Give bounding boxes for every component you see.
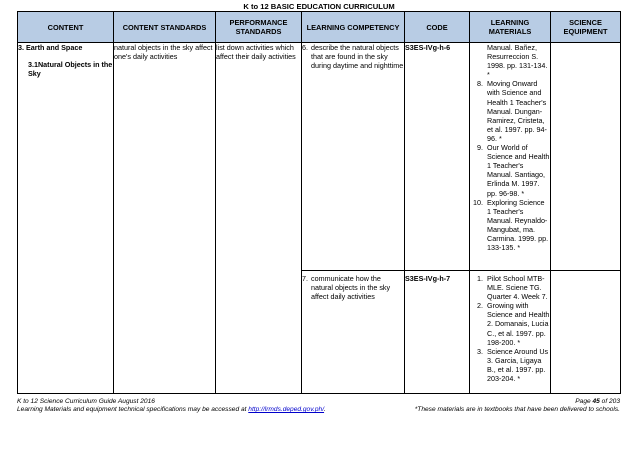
lrmds-link[interactable]: http://lrmds.deped.gov.ph/ <box>248 406 325 413</box>
material-text: Moving Onward with Science and Health 1 Teacher's Manual. Dungan-Ramirez, Cristeta, et al. 1997. pp. 94-96. * <box>487 79 547 143</box>
material-number: 2. <box>477 301 483 311</box>
content-standards-cell <box>114 43 216 394</box>
footer-line-2 <box>17 406 620 414</box>
learning-materials-cell <box>470 43 551 271</box>
header-row <box>18 12 621 43</box>
list-item <box>470 198 550 253</box>
header-content: CONTENT <box>18 12 114 43</box>
performance-standards-cell <box>216 43 302 394</box>
footer-line-1 <box>17 398 620 406</box>
science-equipment-cell <box>551 43 621 271</box>
competency-cell <box>302 271 405 394</box>
competency-item <box>302 43 404 70</box>
footer-guide-title: K to 12 Science Curriculum Guide August 2016 <box>17 398 155 405</box>
header-science-equipment: SCIENCE EQUIPMENT <box>551 12 621 43</box>
material-text: Exploring Science 1 Teacher's Manual. Reynaldo-Mangubat, ma. Carmina. 1999. pp. 133-135. * <box>487 197 549 253</box>
competency-code: S3ES-IVg-h-7 <box>405 274 451 283</box>
page-number: Page 45 of 203 <box>575 398 620 405</box>
list-item <box>470 79 550 143</box>
list-item <box>470 347 550 383</box>
material-number: 8. <box>477 79 483 89</box>
material-number: 1. <box>477 274 483 283</box>
competency-cell <box>302 43 405 271</box>
competency-number: 6. <box>302 43 308 52</box>
material-text: Our World of Science and Health 1 Teacher's Manual. Santiago, Erlinda M. 1997. pp. 96-98. * <box>487 143 550 198</box>
footer-access-text: Learning Materials and equipment technical specifications may be accessed at http://lrmds.deped.gov.ph/. <box>17 406 326 413</box>
material-number: 3. <box>477 346 483 356</box>
science-equipment-cell <box>551 271 621 394</box>
material-text: Pilot School MTB-MLE. Sciene TG. Quarter 4. Week 7. <box>487 274 548 302</box>
content-cell <box>18 43 114 394</box>
material-number: 10. <box>473 197 483 207</box>
curriculum-table <box>17 11 621 394</box>
material-text: Science Around Us 3. Garcia, Ligaya B., et al. 1997. pp. 203-204. * <box>487 346 549 384</box>
content-standards-text: natural objects in the sky affect one's daily activities <box>114 43 213 62</box>
list-item <box>470 301 550 346</box>
competency-text: describe the natural objects that are found in the sky during daytime and nighttime <box>311 43 404 71</box>
header-performance-standards: PERFORMANCE STANDARDS <box>216 12 302 43</box>
code-cell <box>405 271 470 394</box>
competency-item <box>302 274 404 301</box>
content-topic: 3. Earth and Space <box>18 43 83 52</box>
material-text: Growing with Science and Health 2. Domanais, Lucia C., et al. 1997. pp. 198-200. * <box>487 301 550 347</box>
list-item <box>470 143 550 198</box>
list-item <box>470 274 550 301</box>
table-row <box>18 43 621 271</box>
material-text: Manual. Bañez, Resurreccion S. 1998. pp. 131-134. * <box>487 43 548 80</box>
competency-number: 7. <box>302 274 308 283</box>
header-learning-materials: LEARNING MATERIALS <box>470 12 551 43</box>
list-item <box>470 43 550 79</box>
code-cell <box>405 43 470 271</box>
learning-materials-cell <box>470 271 551 394</box>
header-learning-competency: LEARNING COMPETENCY <box>302 12 405 43</box>
content-subtopic: 3.1Natural Objects in the Sky <box>28 60 113 79</box>
performance-standards-text: list down activities which affect their daily activities <box>216 43 296 62</box>
competency-code: S3ES-IVg-h-6 <box>405 43 451 52</box>
header-content-standards: CONTENT STANDARDS <box>114 12 216 43</box>
header-code: CODE <box>405 12 470 43</box>
competency-text: communicate how the natural objects in the sky affect daily activities <box>311 274 391 302</box>
material-number: 9. <box>477 143 483 153</box>
page-title: K to 12 BASIC EDUCATION CURRICULUM <box>243 2 395 11</box>
footer-note: *These materials are in textbooks that have been delivered to schools. <box>414 406 620 413</box>
